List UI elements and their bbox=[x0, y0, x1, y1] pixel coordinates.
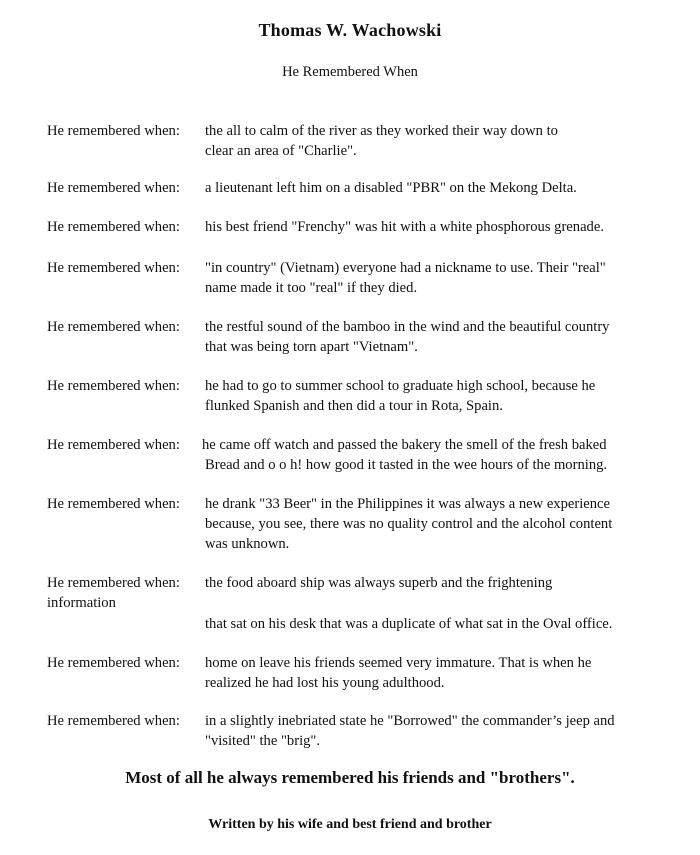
entry-label: He remembered when: bbox=[47, 655, 180, 671]
entry-line: that was being torn apart "Vietnam". bbox=[205, 339, 418, 355]
entry-line: clear an area of "Charlie". bbox=[205, 143, 357, 159]
entry-label: He remembered when: bbox=[47, 713, 180, 729]
entry-label: He remembered when: bbox=[47, 575, 180, 591]
closing-statement: Most of all he always remembered his friends and "brothers". bbox=[125, 768, 575, 787]
entry-line: in a slightly inebriated state he "Borrowed" the commander’s jeep and bbox=[205, 713, 615, 729]
author-credit: Written by his wife and best friend and brother bbox=[208, 817, 492, 832]
entry-line: flunked Spanish and then did a tour in Rota, Spain. bbox=[205, 398, 503, 414]
entry-label: He remembered when: bbox=[47, 437, 180, 453]
entry-label: He remembered when: bbox=[47, 219, 180, 235]
document-subtitle: He Remembered When bbox=[282, 64, 418, 80]
entry-line: home on leave his friends seemed very immature. That is when he bbox=[205, 655, 592, 671]
entry-label: He remembered when: bbox=[47, 123, 180, 139]
entry-label: He remembered when: bbox=[47, 180, 180, 196]
entry-line: "visited" the "brig". bbox=[205, 733, 321, 749]
entry-line: Bread and o o h! how good it tasted in the wee hours of the morning. bbox=[205, 457, 608, 473]
document-title: Thomas W. Wachowski bbox=[258, 20, 442, 40]
entry-label: He remembered when: bbox=[47, 496, 180, 512]
entry-line: he came off watch and passed the bakery the smell of the fresh baked bbox=[202, 437, 607, 453]
entry-line: because, you see, there was no quality control and the alcohol content bbox=[205, 516, 613, 532]
entry-label: He remembered when: bbox=[47, 260, 180, 276]
entry-continuation: that sat on his desk that was a duplicate of what sat in the Oval office. bbox=[205, 616, 613, 632]
entry-line: the all to calm of the river as they worked their way down to bbox=[205, 123, 558, 139]
entry-line: a lieutenant left him on a disabled "PBR" on the Mekong Delta. bbox=[205, 180, 577, 196]
entry-line: the restful sound of the bamboo in the wind and the beautiful country bbox=[205, 319, 610, 335]
entry-label: He remembered when: bbox=[47, 378, 180, 394]
entry-line: his best friend "Frenchy" was hit with a white phosphorous grenade. bbox=[205, 219, 604, 235]
entry-line: was unknown. bbox=[205, 536, 290, 552]
entry-line: realized he had lost his young adulthood. bbox=[205, 675, 445, 691]
entry-label: He remembered when: bbox=[47, 319, 180, 335]
entry-line: "in country" (Vietnam) everyone had a nickname to use. Their "real" bbox=[205, 260, 606, 276]
entry-line: he drank "33 Beer" in the Philippines it was always a new experience bbox=[205, 496, 611, 512]
entry-line: name made it too "real" if they died. bbox=[205, 280, 418, 296]
entry-wrapped-word: information bbox=[47, 595, 116, 611]
entry-line: he had to go to summer school to graduate high school, because he bbox=[205, 378, 596, 394]
entry-line: the food aboard ship was always superb and the frightening bbox=[205, 575, 553, 591]
